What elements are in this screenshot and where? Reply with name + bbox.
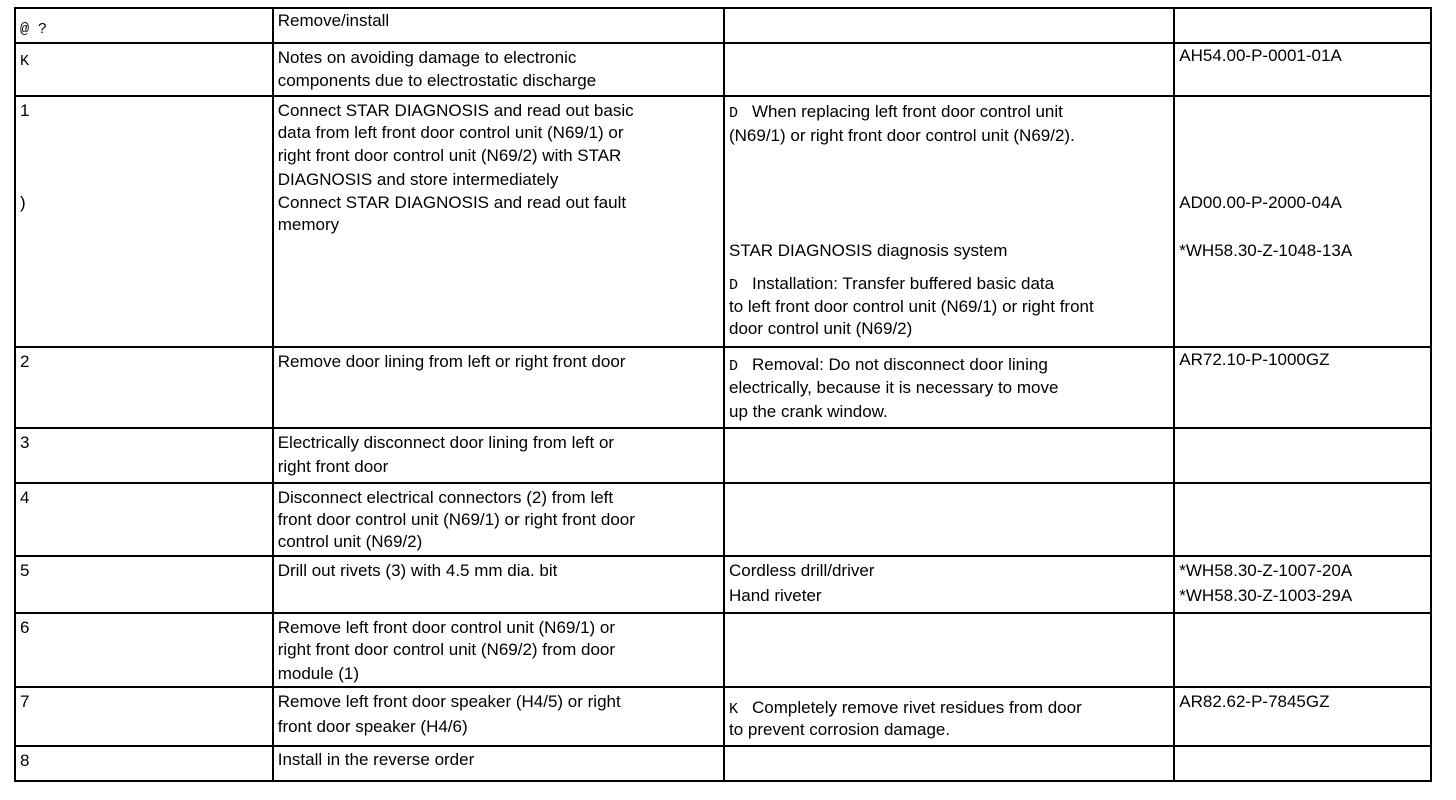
note-replace-line-1: D When replacing left front door control unit — [728, 102, 1063, 122]
step-number: 6 — [20, 618, 30, 637]
table-row-step-7 — [15, 687, 1431, 746]
tool-name: STAR DIAGNOSIS diagnosis system — [728, 241, 1008, 260]
note-symbol: D — [728, 358, 738, 375]
note-symbol: D — [728, 277, 738, 294]
note-install-line-1: D Installation: Transfer buffered basic data — [728, 274, 1055, 294]
page-title: Remove/install — [277, 11, 390, 30]
note-removal-line-2: electrically, because it is necessary to move — [728, 378, 1059, 397]
reference-link[interactable]: *WH58.30-Z-1007-20A — [1179, 561, 1353, 580]
step-1-text-line-3: right front door control unit (N69/2) with STAR — [277, 146, 622, 165]
procedure-table — [14, 7, 1432, 782]
step-1-text-line-2: data from left front door control unit (N69/1) or — [277, 123, 624, 142]
table-row-step-6 — [15, 613, 1431, 687]
step-1-text-line-4: DIAGNOSIS and store intermediately — [277, 170, 559, 189]
note-corrosion-line-1: K Completely remove rivet residues from door — [728, 698, 1082, 718]
step-7-text-line-1: Remove left front door speaker (H4/5) or right — [277, 692, 621, 711]
notes-symbol: K — [20, 53, 30, 70]
notes-text-line-2: components due to electrostatic discharge — [277, 71, 597, 90]
table-row-step-1 — [15, 96, 1431, 347]
step-6-text-line-3: module (1) — [277, 664, 359, 683]
step-number: 4 — [20, 488, 30, 507]
notes-text-line-1: Notes on avoiding damage to electronic — [277, 48, 577, 67]
table-row-step-4 — [15, 483, 1431, 556]
reference-link[interactable]: *WH58.30-Z-1003-29A — [1179, 586, 1353, 605]
step-3-text-line-2: right front door — [277, 457, 389, 476]
note-removal-line-3: up the crank window. — [728, 402, 888, 421]
notes-reference-link[interactable]: AH54.00-P-0001-01A — [1179, 46, 1342, 65]
note-replace-line-2: (N69/1) or right front door control unit (N69/2). — [728, 126, 1075, 145]
table-row-step-8 — [15, 746, 1431, 781]
step-number: 3 — [20, 433, 30, 452]
reference-link[interactable]: *WH58.30-Z-1048-13A — [1179, 241, 1353, 260]
table-row-header — [15, 8, 1431, 43]
table-row-step-3 — [15, 428, 1431, 483]
step-3-text-line-1: Electrically disconnect door lining from left or — [277, 433, 615, 452]
note-removal-line-1: D Removal: Do not disconnect door lining — [728, 355, 1048, 375]
step-number: 8 — [20, 751, 30, 770]
note-install-line-3: door control unit (N69/2) — [728, 319, 913, 338]
note-install-line-2: to left front door control unit (N69/1) or right front — [728, 297, 1094, 316]
table-row-step-5 — [15, 556, 1431, 613]
reference-link[interactable]: AD00.00-P-2000-04A — [1179, 193, 1342, 212]
note-symbol: D — [728, 105, 738, 122]
step-6-text-line-1: Remove left front door control unit (N69/1) or — [277, 618, 616, 637]
step-1-text-line-1: Connect STAR DIAGNOSIS and read out basic — [277, 101, 634, 120]
table-row-step-2 — [15, 347, 1431, 428]
step-7-text-line-2: front door speaker (H4/6) — [277, 717, 468, 736]
step-number: 7 — [20, 692, 30, 711]
header-title-cell — [273, 8, 724, 43]
step-number: 5 — [20, 561, 30, 580]
note-corrosion-line-2: to prevent corrosion damage. — [728, 720, 951, 739]
step-4-text-line-3: control unit (N69/2) — [277, 532, 423, 551]
step-8-text: Install in the reverse order — [277, 750, 475, 769]
reference-link[interactable]: AR72.10-P-1000GZ — [1179, 350, 1330, 369]
step-number: 2 — [20, 352, 30, 371]
step-1b-text-line-2: memory — [277, 215, 340, 234]
header-symbols: @ ? — [20, 21, 48, 38]
reference-link[interactable]: AR82.62-P-7845GZ — [1179, 692, 1330, 711]
step-4-text-line-2: front door control unit (N69/1) or right front door — [277, 510, 635, 529]
tool-name: Cordless drill/driver — [728, 561, 875, 580]
note-symbol: K — [728, 701, 738, 718]
table-row-notes — [15, 43, 1431, 96]
step-1b-text-line-1: Connect STAR DIAGNOSIS and read out fault — [277, 193, 627, 212]
bracket-symbol: ) — [20, 193, 26, 212]
step-4-text-line-1: Disconnect electrical connectors (2) from left — [277, 488, 614, 507]
step-6-text-line-2: right front door control unit (N69/2) from door — [277, 640, 616, 659]
step-number: 1 — [20, 101, 30, 120]
header-symbol-cell — [15, 8, 273, 43]
step-2-text: Remove door lining from left or right front door — [277, 352, 626, 371]
step-5-text: Drill out rivets (3) with 4.5 mm dia. bit — [277, 561, 558, 580]
tool-name: Hand riveter — [728, 586, 822, 605]
